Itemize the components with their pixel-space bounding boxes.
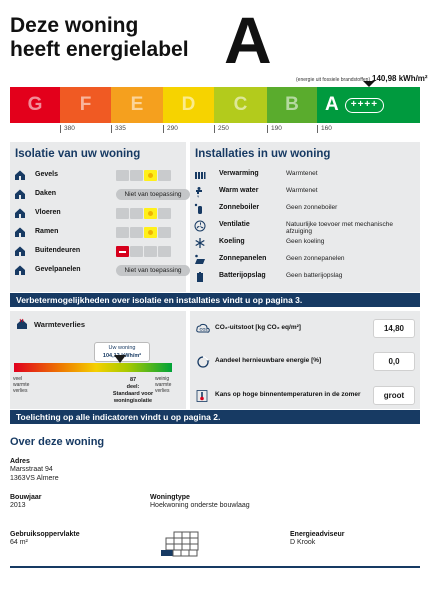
isolatie-row bbox=[10, 261, 186, 280]
isolatie-level-cell bbox=[130, 246, 143, 257]
banner-verbetermogelijkheden: Verbetermogelijkheden over isolatie en installaties vindt u op pagina 3. bbox=[10, 293, 420, 307]
isolatie-level-cell bbox=[130, 208, 143, 219]
house-icon bbox=[14, 207, 26, 219]
isolatie-level-bar bbox=[116, 208, 171, 219]
isolatie-row bbox=[10, 166, 186, 185]
installatie-value: Warmtenet bbox=[286, 187, 318, 194]
opp-value: 64 m² bbox=[10, 539, 28, 546]
adviseur-value: D Krook bbox=[290, 539, 316, 546]
title-line2: heeft energielabel bbox=[10, 38, 189, 61]
bouwjaar-block bbox=[10, 494, 42, 510]
isolatie-row bbox=[10, 204, 186, 223]
installaties-panel bbox=[190, 142, 420, 292]
heat-loss-scale bbox=[14, 363, 172, 372]
energy-label-letter: A bbox=[224, 3, 272, 77]
house-icon bbox=[14, 169, 26, 181]
standard-number: 87 bbox=[129, 377, 137, 383]
isolatie-level-cell bbox=[158, 246, 171, 257]
fossil-caption: (energie uit fossiele brandstoffen) bbox=[296, 77, 371, 83]
energy-class-a bbox=[317, 87, 420, 123]
adres-block bbox=[10, 458, 59, 483]
indicators-panel bbox=[190, 311, 420, 409]
adres-line2: 1363VS Almere bbox=[10, 475, 59, 482]
installatie-value: Geen batterijopslag bbox=[286, 272, 343, 279]
warmteverlies-panel bbox=[10, 311, 186, 409]
installatie-value: Geen zonneboiler bbox=[286, 204, 338, 211]
installatie-label: Ventilatie bbox=[219, 221, 250, 228]
bubble-line1: Uw woning bbox=[108, 345, 136, 351]
installatie-label: Batterijopslag bbox=[219, 272, 266, 279]
indicator-label: Kans op hoge binnentemperaturen in de zomer bbox=[215, 391, 361, 398]
isolatie-level-cell bbox=[116, 246, 129, 257]
indicator-label: CO₂-uitstoot [kg CO₂ eq/m²] bbox=[215, 324, 301, 331]
energy-class-e bbox=[111, 87, 163, 123]
energy-class-letter: E bbox=[130, 94, 144, 115]
fan-icon bbox=[194, 220, 206, 232]
installatie-value: Natuurlijke toevoer met mechanische afzuiging bbox=[286, 221, 393, 235]
isolatie-row bbox=[10, 242, 186, 261]
isolatie-level-cell bbox=[144, 227, 157, 238]
energy-class-letter: C bbox=[233, 94, 248, 115]
scale-tick: 335 bbox=[111, 125, 126, 133]
bouwjaar-value: 2013 bbox=[10, 502, 26, 509]
tap-icon bbox=[194, 186, 206, 198]
bubble-line2: 104,12 kWh/m² bbox=[102, 353, 142, 359]
installatie-row bbox=[190, 251, 420, 268]
svg-text:CO2: CO2 bbox=[199, 326, 208, 332]
warmteverlies-title: Warmteverlies bbox=[34, 320, 85, 329]
energy-class-c bbox=[214, 87, 267, 123]
about-title: Over deze woning bbox=[10, 436, 105, 448]
solar-panel-icon bbox=[194, 254, 206, 266]
house-heat-icon bbox=[16, 317, 28, 329]
energy-class-g bbox=[10, 87, 60, 123]
installatie-label: Verwarming bbox=[219, 170, 259, 177]
house-icon bbox=[14, 226, 26, 238]
energy-class-letter: D bbox=[181, 94, 196, 115]
isolatie-row bbox=[10, 223, 186, 242]
isolatie-label: Ramen bbox=[35, 228, 59, 235]
energy-scale-ticks bbox=[10, 125, 420, 135]
indicator-row bbox=[190, 386, 420, 406]
installatie-row bbox=[190, 234, 420, 251]
indicator-value: groot bbox=[373, 386, 415, 405]
indicator-value: 0,0 bbox=[373, 352, 415, 371]
indicator-value: 14,80 bbox=[373, 319, 415, 338]
adres-label: Adres bbox=[10, 458, 30, 465]
scale-tick: 250 bbox=[214, 125, 229, 133]
building-icon bbox=[160, 531, 206, 557]
energy-class-d bbox=[163, 87, 214, 123]
installatie-row bbox=[190, 166, 420, 183]
installatie-label: Zonneboiler bbox=[219, 204, 260, 211]
opp-block bbox=[10, 531, 80, 547]
house-icon bbox=[14, 245, 26, 257]
standard-unit: deel: bbox=[126, 384, 140, 390]
energy-class-letter: A bbox=[325, 94, 339, 115]
scale-tick: 380 bbox=[60, 125, 75, 133]
header bbox=[10, 3, 420, 77]
co2-icon bbox=[196, 322, 210, 334]
indicator-row bbox=[190, 319, 420, 339]
isolatie-level-cell bbox=[158, 227, 171, 238]
isolatie-level-bar bbox=[116, 246, 171, 257]
thermometer-icon bbox=[196, 389, 210, 401]
installatie-value: Geen koeling bbox=[286, 238, 325, 245]
isolatie-na: Niet van toepassing bbox=[116, 265, 190, 276]
banner-toelichting: Toelichting op alle indicatoren vindt u op pagina 2. bbox=[10, 410, 420, 424]
woningtype-block bbox=[150, 494, 250, 510]
isolatie-level-cell bbox=[116, 208, 129, 219]
energy-class-letter: F bbox=[79, 94, 92, 115]
battery-icon bbox=[194, 271, 206, 283]
opp-label: Gebruiksoppervlakte bbox=[10, 531, 80, 538]
isolatie-label: Daken bbox=[35, 190, 57, 197]
energy-class-b bbox=[267, 87, 317, 123]
isolatie-label: Gevelpanelen bbox=[35, 266, 81, 273]
isolatie-panel bbox=[10, 142, 186, 292]
energy-class-letter: G bbox=[27, 94, 43, 115]
isolatie-level-cell bbox=[130, 227, 143, 238]
adviseur-label: Energieadviseur bbox=[290, 531, 345, 538]
installatie-row bbox=[190, 183, 420, 200]
isolatie-level-cell bbox=[158, 208, 171, 219]
installatie-row bbox=[190, 217, 420, 234]
standard-caption: Standaard voor woningisolatie bbox=[112, 391, 154, 404]
woningtype-value: Hoekwoning onderste bouwlaag bbox=[150, 502, 250, 509]
renewable-icon bbox=[196, 355, 210, 367]
installaties-title: Installaties in uw woning bbox=[195, 148, 331, 160]
isolatie-label: Vloeren bbox=[35, 209, 61, 216]
fossil-value: 140,98 kWh/m² bbox=[372, 74, 428, 83]
installatie-value: Warmtenet bbox=[286, 170, 318, 177]
isolatie-label: Buitendeuren bbox=[35, 247, 81, 254]
installatie-value: Geen zonnepanelen bbox=[286, 255, 345, 262]
isolatie-na: Niet van toepassing bbox=[116, 189, 190, 200]
isolatie-level-cell bbox=[144, 208, 157, 219]
plus-badge: ++++ bbox=[345, 98, 384, 113]
bouwjaar-label: Bouwjaar bbox=[10, 494, 42, 501]
title-line1: Deze woning bbox=[10, 14, 139, 37]
woningtype-label: Woningtype bbox=[150, 494, 190, 501]
heat-loss-marker bbox=[114, 355, 126, 363]
radiator-icon bbox=[194, 169, 206, 181]
indicator-row bbox=[190, 352, 420, 372]
isolatie-title: Isolatie van uw woning bbox=[15, 148, 141, 160]
bottom-divider bbox=[10, 566, 420, 568]
isolatie-level-cell bbox=[158, 170, 171, 181]
isolatie-level-bar bbox=[116, 227, 171, 238]
installatie-label: Zonnepanelen bbox=[219, 255, 267, 262]
indicator-label: Aandeel hernieuwbare energie [%] bbox=[215, 357, 322, 364]
adviseur-block bbox=[290, 531, 344, 547]
installatie-label: Koeling bbox=[219, 238, 245, 245]
isolatie-row bbox=[10, 185, 186, 204]
left-caption: veel warmte verlies bbox=[13, 376, 30, 394]
scale-tick: 290 bbox=[163, 125, 178, 133]
house-icon bbox=[14, 264, 26, 276]
isolatie-level-bar bbox=[116, 170, 171, 181]
standard-value bbox=[108, 377, 158, 405]
isolatie-level-cell bbox=[144, 246, 157, 257]
page-title bbox=[10, 14, 189, 62]
isolatie-level-cell bbox=[116, 170, 129, 181]
right-caption: weinig warmte verlies bbox=[155, 376, 172, 394]
isolatie-level-cell bbox=[116, 227, 129, 238]
solar-boiler-icon bbox=[194, 203, 206, 215]
energy-class-letter: B bbox=[285, 94, 299, 115]
isolatie-label: Gevels bbox=[35, 171, 58, 178]
adres-line1: Marsstraat 94 bbox=[10, 466, 53, 473]
installatie-label: Warm water bbox=[219, 187, 259, 194]
energy-class-f bbox=[60, 87, 111, 123]
snowflake-icon bbox=[194, 237, 206, 249]
installatie-row bbox=[190, 200, 420, 217]
energy-scale bbox=[10, 87, 420, 123]
isolatie-level-cell bbox=[130, 170, 143, 181]
isolatie-level-cell bbox=[144, 170, 157, 181]
house-icon bbox=[14, 188, 26, 200]
scale-tick: 190 bbox=[267, 125, 282, 133]
scale-tick: 160 bbox=[317, 125, 332, 133]
installatie-row bbox=[190, 268, 420, 285]
